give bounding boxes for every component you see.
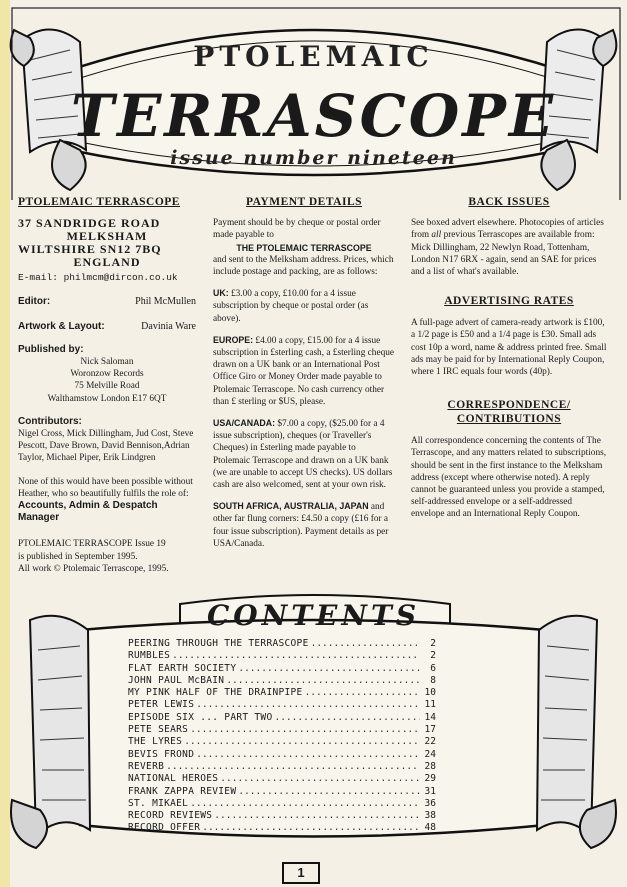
contents-item-page: 6	[430, 662, 436, 674]
payment-intro	[213, 217, 395, 278]
europe-label: EUROPE:	[213, 334, 254, 345]
masthead-issue-number: issue number nineteen	[170, 147, 457, 169]
publisher-line: Woronzow Records	[70, 369, 144, 380]
publisher-line: Walthamstow London E17 6QT	[47, 393, 167, 404]
contents-item	[128, 736, 436, 748]
contents-item-leader-dots	[190, 724, 420, 736]
contents-item-leader-dots	[220, 773, 420, 785]
address-line: 37 SANDRIDGE ROAD	[18, 216, 161, 231]
address-block	[18, 217, 196, 269]
contents-item-page: 10	[424, 687, 436, 699]
contents-item	[128, 699, 436, 711]
contents-item-page: 22	[424, 736, 436, 748]
contents-title: CONTENTS	[206, 599, 421, 632]
thanks-text: None of this would have been possible without Heather, who so beautifully fulfils the role of:	[18, 476, 193, 499]
other-pricing	[213, 500, 395, 550]
contents-item-page: 2	[430, 650, 436, 662]
other-regions-text: and other far flung corners: £4.50 a copy (£16 for a four issue subscription). Payment details as per USA/Canada.	[213, 502, 389, 549]
uk-label: UK:	[213, 288, 229, 299]
contributors-block	[18, 416, 196, 465]
usa-pricing	[213, 417, 395, 491]
payment-payee: THE PTOLEMAIC TERRASCOPE	[236, 242, 372, 253]
back-issues-heading: BACK ISSUES	[468, 196, 550, 208]
contents-item-page: 24	[424, 748, 436, 760]
back-issues-text-2: previous Terrascopes are available from: Mick Dillingham, 22 Newlyn Road, Tottenham, London N17 6RX - again, send an SAE for prices and a list of what's available.	[411, 230, 597, 278]
address-line: ENGLAND	[73, 255, 141, 270]
address-line: MELKSHAM	[66, 229, 148, 244]
contents-item-title: EPISODE SIX ... PART TWO	[128, 711, 273, 723]
contents-item	[128, 822, 436, 834]
contents-item-title: RECORD OFFER	[128, 822, 201, 834]
contents-item-leader-dots	[184, 736, 420, 748]
uk-pricing	[213, 287, 395, 325]
correspondence-text: All correspondence concerning the contents of The Terrascope, and any matters related to subscriptions, should be sent in the first instance to the Melksham address (except where otherwise noted). A reply cannot be guaranteed unless you provide a stamped, self-addressed envelope or a self-addressed envelope and an International Reply Coupon.	[411, 436, 607, 520]
contents-list	[128, 638, 436, 835]
contents-item-title: THE LYRES	[128, 736, 183, 748]
usa-text: $7.00 a copy, ($25.00 for a 4 issue subscription), cheques (or Traveller's Cheques) in £sterling made payable to Ptolemaic Terrascope and drawn on a UK bank (we are unable to accept US checks). US dollars cash are also welcomed, sent at your own risk.	[213, 419, 393, 491]
contents-item-title: JOHN PAUL McBAIN	[128, 674, 225, 686]
back-issues-all-emphasis: all	[431, 230, 442, 241]
issue-note-line: PTOLEMAIC TERRASCOPE Issue 19	[18, 539, 166, 550]
editor-value: Phil McMullen	[135, 296, 196, 308]
contents-item-title: MY PINK HALF OF THE DRAINPIPE	[128, 687, 303, 699]
issue-note-line: All work © Ptolemaic Terrascope, 1995.	[18, 563, 169, 574]
usa-label: USA/CANADA:	[213, 418, 276, 429]
contents-item-title: RUMBLES	[128, 650, 171, 662]
contributors-text: Nigel Cross, Mick Dillingham, Jud Cost, Steve Pescott, Dave Brown, David Bennison,Adrian Taylor, Michael Piper, Erik Lindgren	[18, 429, 194, 464]
contents-item	[128, 687, 436, 699]
contents-item-leader-dots	[196, 699, 420, 711]
back-issues-text	[411, 217, 607, 278]
contents-item	[128, 663, 436, 675]
masthead-ptolemaic: PTOLEMAIC	[193, 40, 434, 73]
contents-item-page: 48	[424, 822, 436, 834]
published-label: Published by:	[18, 343, 84, 355]
editor-label: Editor:	[18, 296, 51, 308]
contents-item-title: ST. MIKAEL	[128, 797, 189, 809]
correspondence-heading-line-2: CONTRIBUTIONS	[456, 413, 562, 426]
contents-item	[128, 650, 436, 662]
contents-item-title: PEERING THROUGH THE TERRASCOPE	[128, 638, 309, 649]
contents-item-leader-dots	[274, 712, 420, 724]
contents-item-page: 2	[430, 638, 436, 649]
editor-row	[18, 296, 196, 308]
contents-item-title: REVERB	[128, 760, 165, 772]
other-regions-label: SOUTH AFRICA, AUSTRALIA, JAPAN	[213, 501, 369, 512]
contents-item-leader-dots	[196, 749, 420, 761]
contents-item-leader-dots	[190, 798, 420, 810]
contents-item	[128, 786, 436, 798]
contents-item-title: FLAT EARTH SOCIETY	[128, 662, 237, 674]
issue-note-line: is published in September 1995.	[18, 551, 138, 562]
contents-item-leader-dots	[305, 687, 420, 699]
contents-item-page: 11	[424, 699, 436, 711]
contents-item-title: NATIONAL HEROES	[128, 773, 219, 785]
publisher-line: 75 Melville Road	[74, 381, 140, 392]
artwork-label: Artwork & Layout:	[18, 320, 105, 332]
column-payment-details	[213, 196, 395, 559]
page-number: 1	[282, 862, 320, 884]
publisher-block	[18, 344, 196, 405]
contents-item	[128, 675, 436, 687]
contents-item	[128, 798, 436, 810]
contents-item-leader-dots	[238, 786, 420, 798]
contents-item-leader-dots	[214, 810, 420, 822]
contents-item-leader-dots	[202, 822, 420, 834]
contents-item-title: PETER LEWIS	[128, 699, 195, 711]
thanks-role: Accounts, Admin & Despatch Manager	[18, 500, 158, 524]
contents-item-title: BEVIS FROND	[128, 748, 195, 760]
europe-text: £4.00 a copy, £15.00 for a 4 issue subscription in £sterling cash, a £sterling cheque drawn on a UK bank or an International Post Office Giro or Money Order made payable to Ptolemaic Terrascope. No cash currency other than £ sterling or $US, please.	[213, 335, 394, 407]
contents-item-page: 29	[424, 773, 436, 785]
artwork-row	[18, 321, 196, 333]
publication-heading: PTOLEMAIC TERRASCOPE	[18, 196, 180, 208]
correspondence-heading-line-1: CORRESPONDENCE/	[447, 399, 571, 412]
contents-item-leader-dots	[226, 675, 420, 687]
contents-item	[128, 724, 436, 736]
email-address: E-mail: philmcm@dircon.co.uk	[18, 272, 178, 284]
contents-item-page: 17	[424, 724, 436, 736]
payment-intro-text-2: and sent to the Melksham address. Prices, which include postage and packing, are as follows:	[213, 254, 394, 278]
contents-item-page: 14	[424, 711, 436, 723]
artwork-value: Davinia Ware	[141, 320, 196, 332]
column-publication-info	[18, 196, 196, 575]
contents-item-title: PETE SEARS	[128, 724, 189, 736]
contents-item-leader-dots	[311, 638, 420, 650]
contents-item	[128, 712, 436, 724]
issue-note-block	[18, 538, 196, 575]
contents-item	[128, 761, 436, 773]
advertising-heading: ADVERTISING RATES	[444, 295, 574, 308]
publisher-line: Nick Saloman	[80, 357, 134, 368]
contents-item-page: 28	[424, 760, 436, 772]
masthead-terrascope: TERRASCOPE	[70, 82, 557, 150]
contents-item	[128, 810, 436, 822]
payment-intro-text: Payment should be by cheque or postal order made payable to	[213, 218, 381, 241]
advertising-text: A full-page advert of camera-ready artwork is £100, a 1/2 page is £50 and a 1/4 page is £30. Small ads cost 10p a word, name & address printed free. Small ads may be paid for by International Reply Coupon, where 1 IRC equals four words (40p).	[411, 318, 607, 378]
contents-item-leader-dots	[166, 761, 420, 773]
thanks-block	[18, 476, 196, 525]
contents-item-page: 38	[424, 810, 436, 822]
contents-item-title: RECORD REVIEWS	[128, 810, 213, 822]
contents-item	[128, 638, 436, 650]
europe-pricing	[213, 334, 395, 408]
contents-item-page: 31	[424, 785, 436, 797]
contents-item-page: 36	[424, 797, 436, 809]
contents-item-title: FRANK ZAPPA REVIEW	[128, 785, 237, 797]
column-back-issues-ads	[411, 196, 607, 521]
contributors-label: Contributors:	[18, 415, 82, 427]
uk-text: £3.00 a copy, £10.00 for a 4 issue subscription by cheque or postal order (as above).	[213, 289, 369, 324]
contents-item-page: 8	[430, 674, 436, 686]
contents-item	[128, 773, 436, 785]
correspondence-heading	[411, 398, 607, 426]
contents-item-leader-dots	[172, 650, 420, 662]
contents-item-leader-dots	[238, 663, 420, 675]
address-line: WILTSHIRE SN12 7BQ	[18, 242, 162, 257]
contents-item	[128, 749, 436, 761]
back-issues-text-1: See boxed advert elsewhere. Photocopies of articles from	[411, 218, 604, 241]
payment-heading: PAYMENT DETAILS	[245, 196, 363, 208]
